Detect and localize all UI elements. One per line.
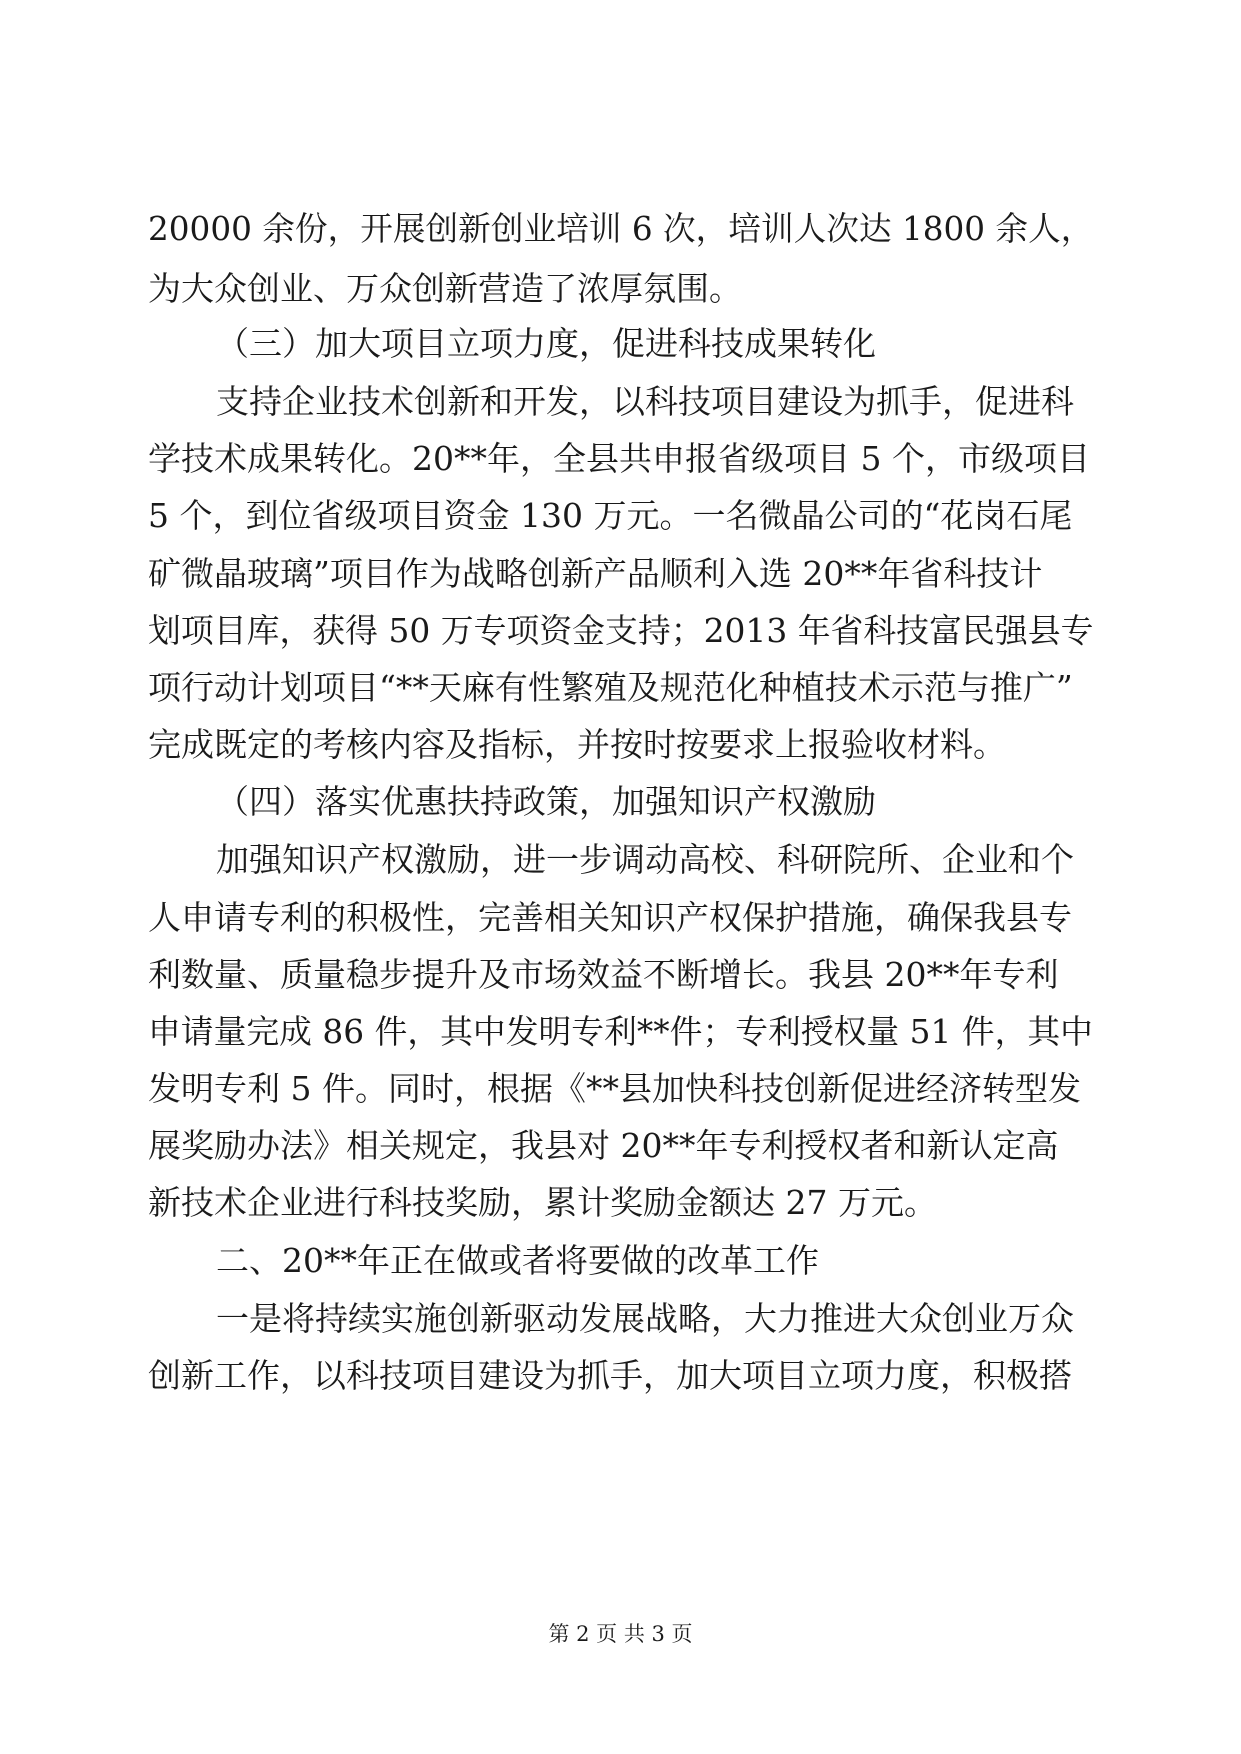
text-line xyxy=(0,1002,1241,1062)
text-line xyxy=(0,544,1241,604)
page-number-footer: 第 2 页 共 3 页 xyxy=(548,1622,693,1646)
text-line xyxy=(0,1346,1241,1406)
paragraph-first-line xyxy=(0,372,1241,432)
text-line-content: 为大众创业、万众创新营造了浓厚氛围。 xyxy=(148,269,742,308)
text-line-content: 一是将持续实施创新驱动发展战略，大力推进大众创业万众 xyxy=(216,1299,1074,1338)
text-line-content: 发明专利 5 件。同时，根据《**县加快科技创新促进经济转型发 xyxy=(148,1069,1081,1108)
section-heading xyxy=(0,772,1241,832)
text-line xyxy=(0,658,1241,718)
section-heading xyxy=(0,314,1241,374)
text-line-content: 项行动计划项目“**天麻有性繁殖及规范化种植技术示范与推广” xyxy=(148,668,1073,707)
section-heading-text: （四）落实优惠扶持政策，加强知识产权激励 xyxy=(216,782,876,821)
text-line-content: 支持企业技术创新和开发，以科技项目建设为抓手，促进科 xyxy=(216,382,1074,421)
text-line xyxy=(0,888,1241,948)
text-line xyxy=(0,429,1241,489)
text-line-content: 矿微晶玻璃”项目作为战略创新产品顺利入选 20**年省科技计 xyxy=(148,554,1043,593)
section-heading xyxy=(0,1231,1241,1291)
text-line-content: 划项目库，获得 50 万专项资金支持；2013 年省科技富民强县专 xyxy=(148,611,1094,650)
text-line-content: 展奖励办法》相关规定，我县对 20**年专利授权者和新认定高 xyxy=(148,1126,1059,1165)
text-line-content: 20000 余份，开展创新创业培训 6 次，培训人次达 1800 余人， xyxy=(148,209,1094,248)
text-line xyxy=(0,601,1241,661)
text-line xyxy=(0,259,1241,319)
text-line xyxy=(0,945,1241,1005)
text-line-content: 新技术企业进行科技奖励，累计奖励金额达 27 万元。 xyxy=(148,1183,937,1222)
text-line-content: 学技术成果转化。20**年，全县共申报省级项目 5 个，市级项目 xyxy=(148,439,1090,478)
paragraph-first-line xyxy=(0,830,1241,890)
text-line-content: 完成既定的考核内容及指标，并按时按要求上报验收材料。 xyxy=(148,725,1006,764)
text-line xyxy=(0,715,1241,775)
text-line-content: 利数量、质量稳步提升及市场效益不断增长。我县 20**年专利 xyxy=(148,955,1059,994)
section-heading-text: 二、20**年正在做或者将要做的改革工作 xyxy=(216,1241,819,1280)
paragraph-first-line xyxy=(0,1289,1241,1349)
text-line xyxy=(0,199,1241,259)
text-line-content: 申请量完成 86 件，其中发明专利**件；专利授权量 51 件，其中 xyxy=(148,1012,1093,1051)
text-line-content: 5 个，到位省级项目资金 130 万元。一名微晶公司的“花岗石尾 xyxy=(148,496,1073,535)
text-line-content: 创新工作，以科技项目建设为抓手，加大项目立项力度，积极搭 xyxy=(148,1356,1072,1395)
text-line-content: 人申请专利的积极性，完善相关知识产权保护措施，确保我县专 xyxy=(148,898,1072,937)
text-line xyxy=(0,1116,1241,1176)
section-heading-text: （三）加大项目立项力度，促进科技成果转化 xyxy=(216,324,876,363)
text-line-content: 加强知识产权激励，进一步调动高校、科研院所、企业和个 xyxy=(216,840,1074,879)
text-line xyxy=(0,1173,1241,1233)
text-line xyxy=(0,1059,1241,1119)
text-line xyxy=(0,486,1241,546)
